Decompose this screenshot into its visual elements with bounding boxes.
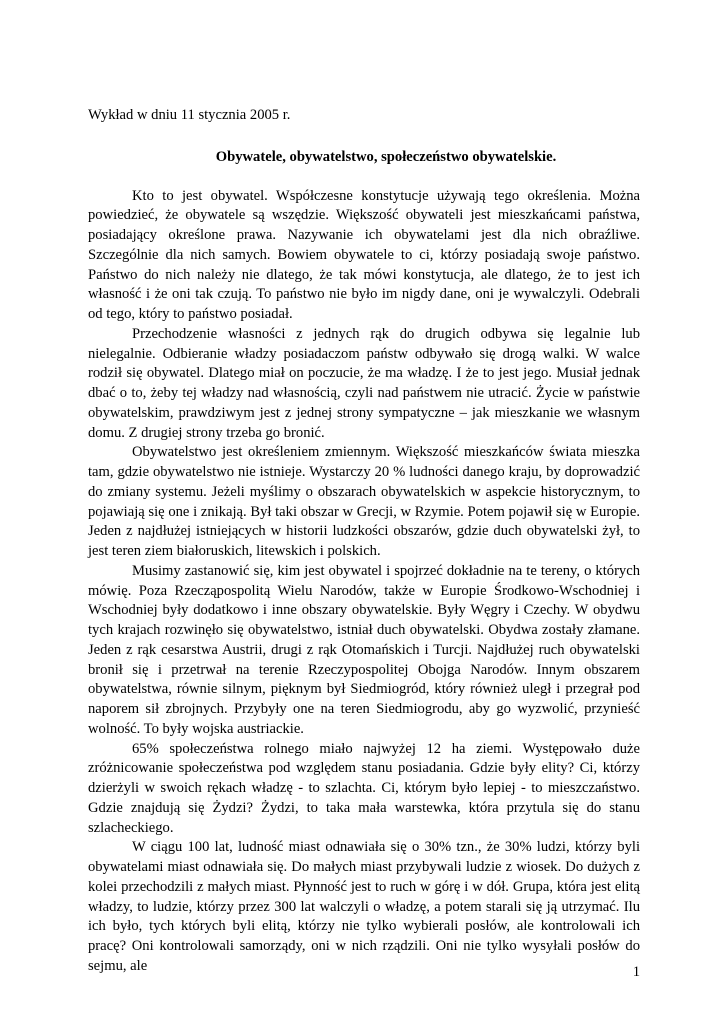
page-number: 1 (632, 964, 640, 980)
paragraph: Kto to jest obywatel. Współczesne konstytucje używają tego określenia. Można powiedzieć, że obywatele są wszędzie. Większość obywateli jest mieszkańcami państwa, posiadający określone prawa. Nazywanie ich obywatelami jest dla nich obraźliwe. Szczególnie dla nich samych. Bowiem obywatele to ci, którzy posiadają swoje państwo. Państwo do nich należy nie dlatego, że tak mówi konstytucja, ale dlatego, że to jest ich własność i że oni tak czują. To państwo nie było im nigdy dane, oni je wywalczyli. Odebrali od tego, który to państwo posiadał. (88, 187, 640, 322)
paragraph: Musimy zastanowić się, kim jest obywatel i spojrzeć dokładnie na te tereny, o których mówię. Poza Rzecząpospolitą Wielu Narodów, także w Europie Środkowo-Wschodniej i Wschodniej były dodatkowo i inne obszary obywatelskie. Były Węgry i Czechy. W obydwu tych krajach rozwinęło się obywatelstwo, istniał duch obywatelski. Obydwa zostały złamane. Jeden z rąk cesarstwa Austrii, drugi z rąk Otomańskich i Turcji. Najdłużej ruch obywatelski bronił się i przetrwał na terenie Rzeczypospolitej Obojga Narodów. Innym obszarem obywatelstwa, równie silnym, pięknym był Siedmiogród, który również uległ i przegrał pod naporem sił zbrojnych. Przybyły one na teren Siedmiogrodu, aby go wyzwolić, przynieść wolność. To były wojska austriackie. (88, 562, 640, 737)
lecture-date-header: Wykład w dniu 11 stycznia 2005 r. (88, 107, 291, 123)
paragraph: W ciągu 100 lat, ludność miast odnawiała się o 30% tzn., że 30% ludzi, którzy byli obywatelami miast odnawiała się. Do małych miast przybywali ludzie z wiosek. Do dużych z kolei przechodzili z małych miast. Płynność jest to ruch w górę i w dół. Grupa, która jest elitą władzy, to ludzie, którzy przez 300 lat walczyli o władzę, a potem starali się ją utrzymać. Ilu ich było, tych których byli elitą, którzy nie tylko wybierali posłów, ale kontrolowali ich pracę? Oni kontrolowali samorządy, oni w nich rządzili. Oni nie tylko wysyłali posłów do sejmu, ale (88, 839, 640, 974)
document-title: Obywatele, obywatelstwo, społeczeństwo obywatelskie. (215, 148, 557, 165)
paragraph: Przechodzenie własności z jednych rąk do drugich odbywa się legalnie lub nielegalnie. Odbieranie władzy posiadaczom państw odbywało się drogą walki. W walce rodził się obywatel. Dlatego miał on poczucie, że ma władzę. I że to jest jego. Musiał jednak dbać o to, żeby tej władzy nad własnością, czyli nad państwem nie utracić. Życie w państwie obywatelskim, prawdziwym jest z jednej strony sympatyczne – jak mieszkanie we własnym domu. Z drugiej strony trzeba go bronić. (88, 325, 640, 441)
paragraph: 65% społeczeństwa rolnego miało najwyżej 12 ha ziemi. Występowało duże zróżnicowanie społeczeństwa pod względem stanu posiadania. Gdzie były elity? Ci, którzy dzierżyli w swoich rękach władzę - to szlachta. Ci, którym było lepiej - to mieszczaństwo. Gdzie znajdują się Żydzi? Żydzi, to taka mała warstewka, która przytula się do stanu szlacheckiego. (88, 740, 640, 836)
paragraph: Obywatelstwo jest określeniem zmiennym. Większość mieszkańców świata mieszka tam, gdzie obywatelstwo nie istnieje. Wystarczy 20 % ludności danego kraju, by doprowadzić do zmiany systemu. Jeżeli myślimy o obszarach obywatelskich w aspekcie historycznym, to pojawiają się one i znikają. Był taki obszar w Grecji, w Rzymie. Potem pojawił się w Europie. Jeden z najdłużej istniejących w historii ludzkości obszarów, gdzie duch obywatelski żył, to jest teren ziem białoruskich, litewskich i polskich. (88, 444, 640, 559)
document-body (88, 106, 640, 977)
